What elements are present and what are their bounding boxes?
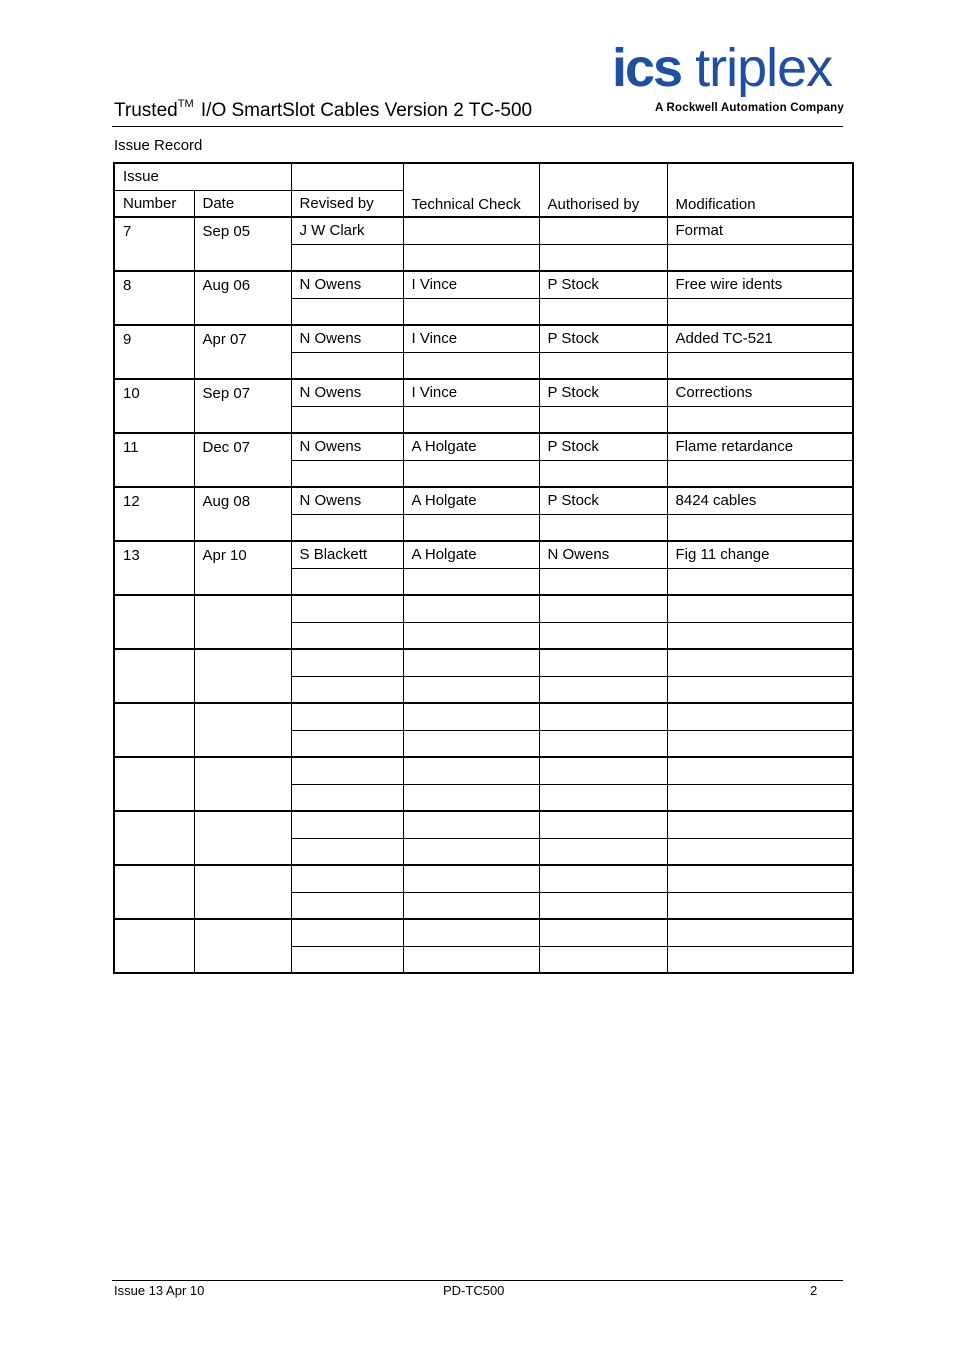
issue-record-table <box>113 162 854 974</box>
cell-modification <box>667 757 853 784</box>
blank-cell <box>539 244 667 271</box>
cell-technical-check: I Vince <box>403 379 539 406</box>
blank-cell <box>539 784 667 811</box>
blank-cell <box>291 892 403 919</box>
cell-number <box>114 757 194 811</box>
cell-number: 12 <box>114 487 194 541</box>
blank-cell <box>403 514 539 541</box>
blank-cell <box>291 352 403 379</box>
blank-cell <box>667 892 853 919</box>
blank-cell <box>291 946 403 973</box>
cell-revised-by <box>291 757 403 784</box>
cell-modification <box>667 649 853 676</box>
blank-cell <box>667 676 853 703</box>
cell-revised-by: N Owens <box>291 433 403 460</box>
cell-date: Aug 08 <box>194 487 291 541</box>
cell-modification: 8424 cables <box>667 487 853 514</box>
blank-cell <box>291 514 403 541</box>
logo-triplex: triplex <box>681 38 833 98</box>
logo-tagline: A Rockwell Automation Company <box>655 102 844 114</box>
cell-number: 11 <box>114 433 194 487</box>
blank-cell <box>667 730 853 757</box>
table-row <box>114 649 853 676</box>
blank-cell <box>403 298 539 325</box>
blank-cell <box>403 622 539 649</box>
cell-number <box>114 919 194 973</box>
cell-number: 10 <box>114 379 194 433</box>
blank-cell <box>667 784 853 811</box>
cell-technical-check <box>403 865 539 892</box>
blank-cell <box>291 676 403 703</box>
cell-number: 9 <box>114 325 194 379</box>
blank-cell <box>403 946 539 973</box>
cell-revised-by: N Owens <box>291 487 403 514</box>
cell-technical-check <box>403 703 539 730</box>
cell-authorised-by <box>539 649 667 676</box>
blank-cell <box>403 784 539 811</box>
cell-number <box>114 865 194 919</box>
footer-document-code: PD-TC500 <box>443 1283 505 1298</box>
blank-cell <box>667 946 853 973</box>
blank-cell <box>539 514 667 541</box>
table-row <box>114 811 853 838</box>
blank-cell <box>291 784 403 811</box>
cell-technical-check: I Vince <box>403 271 539 298</box>
header-row-1 <box>114 163 853 190</box>
header-issue: Issue <box>114 163 291 190</box>
blank-cell <box>667 244 853 271</box>
cell-date: Dec 07 <box>194 433 291 487</box>
company-logo <box>608 38 844 120</box>
cell-authorised-by: P Stock <box>539 487 667 514</box>
cell-technical-check <box>403 919 539 946</box>
header-number: Number <box>114 190 194 217</box>
footer-issue: Issue 13 Apr 10 <box>114 1283 205 1298</box>
blank-cell <box>539 352 667 379</box>
cell-modification: Flame retardance <box>667 433 853 460</box>
cell-number <box>114 649 194 703</box>
cell-modification: Format <box>667 217 853 244</box>
blank-cell <box>291 622 403 649</box>
cell-modification <box>667 811 853 838</box>
blank-cell <box>539 676 667 703</box>
blank-cell <box>403 730 539 757</box>
cell-modification: Corrections <box>667 379 853 406</box>
cell-technical-check <box>403 649 539 676</box>
cell-modification: Added TC-521 <box>667 325 853 352</box>
cell-modification <box>667 595 853 622</box>
header-divider <box>112 126 843 127</box>
cell-revised-by <box>291 811 403 838</box>
cell-authorised-by: P Stock <box>539 433 667 460</box>
blank-cell <box>539 730 667 757</box>
cell-date <box>194 649 291 703</box>
cell-technical-check <box>403 217 539 244</box>
document-title <box>114 98 532 122</box>
cell-number <box>114 595 194 649</box>
issue-table-body <box>114 163 853 973</box>
blank-cell <box>291 298 403 325</box>
cell-modification <box>667 865 853 892</box>
cell-revised-by: J W Clark <box>291 217 403 244</box>
cell-date: Apr 07 <box>194 325 291 379</box>
cell-technical-check: A Holgate <box>403 433 539 460</box>
cell-date <box>194 865 291 919</box>
blank-cell <box>667 352 853 379</box>
cell-date: Aug 06 <box>194 271 291 325</box>
table-row <box>114 217 853 244</box>
blank-cell <box>403 568 539 595</box>
blank-cell <box>539 406 667 433</box>
cell-authorised-by <box>539 595 667 622</box>
blank-cell <box>667 514 853 541</box>
table-row <box>114 595 853 622</box>
blank-cell <box>539 298 667 325</box>
cell-modification: Free wire idents <box>667 271 853 298</box>
cell-authorised-by: N Owens <box>539 541 667 568</box>
blank-cell <box>291 406 403 433</box>
cell-authorised-by <box>539 865 667 892</box>
cell-technical-check: A Holgate <box>403 541 539 568</box>
header-empty-cell <box>291 163 403 190</box>
cell-revised-by <box>291 703 403 730</box>
blank-cell <box>667 568 853 595</box>
blank-cell <box>403 838 539 865</box>
blank-cell <box>403 406 539 433</box>
logo-wordmark <box>612 38 832 98</box>
blank-cell <box>539 838 667 865</box>
blank-cell <box>539 892 667 919</box>
table-row <box>114 433 853 460</box>
table-row <box>114 271 853 298</box>
cell-technical-check <box>403 811 539 838</box>
blank-cell <box>291 838 403 865</box>
cell-authorised-by <box>539 919 667 946</box>
title-rest: I/O SmartSlot Cables Version 2 TC-500 <box>195 100 533 121</box>
cell-modification: Fig 11 change <box>667 541 853 568</box>
cell-authorised-by: P Stock <box>539 325 667 352</box>
logo-ics: ics <box>612 38 682 98</box>
blank-cell <box>539 568 667 595</box>
cell-technical-check <box>403 757 539 784</box>
cell-number <box>114 811 194 865</box>
blank-cell <box>403 676 539 703</box>
blank-cell <box>291 460 403 487</box>
cell-technical-check <box>403 595 539 622</box>
cell-date: Apr 10 <box>194 541 291 595</box>
table-row <box>114 865 853 892</box>
cell-number: 8 <box>114 271 194 325</box>
blank-cell <box>291 244 403 271</box>
trademark-superscript: TM <box>177 98 194 110</box>
table-row <box>114 379 853 406</box>
cell-number <box>114 703 194 757</box>
cell-date <box>194 811 291 865</box>
cell-authorised-by: P Stock <box>539 379 667 406</box>
cell-revised-by: S Blackett <box>291 541 403 568</box>
footer-divider <box>112 1280 843 1281</box>
cell-revised-by: N Owens <box>291 271 403 298</box>
cell-authorised-by <box>539 703 667 730</box>
header-date: Date <box>194 190 291 217</box>
table-row <box>114 919 853 946</box>
cell-date <box>194 595 291 649</box>
table-row <box>114 757 853 784</box>
cell-revised-by <box>291 649 403 676</box>
title-prefix: Trusted <box>114 100 178 121</box>
cell-authorised-by <box>539 757 667 784</box>
cell-modification <box>667 703 853 730</box>
blank-cell <box>403 460 539 487</box>
cell-revised-by: N Owens <box>291 325 403 352</box>
blank-cell <box>291 730 403 757</box>
cell-date <box>194 919 291 973</box>
blank-cell <box>667 298 853 325</box>
header-modification: Modification <box>667 163 853 217</box>
cell-number: 7 <box>114 217 194 271</box>
blank-cell <box>667 406 853 433</box>
cell-revised-by <box>291 919 403 946</box>
table-row <box>114 703 853 730</box>
section-label: Issue Record <box>114 137 203 154</box>
cell-revised-by: N Owens <box>291 379 403 406</box>
blank-cell <box>539 622 667 649</box>
blank-cell <box>667 838 853 865</box>
cell-date: Sep 05 <box>194 217 291 271</box>
cell-revised-by <box>291 595 403 622</box>
header-authorised-by: Authorised by <box>539 163 667 217</box>
blank-cell <box>539 460 667 487</box>
cell-authorised-by: P Stock <box>539 271 667 298</box>
blank-cell <box>403 244 539 271</box>
blank-cell <box>667 622 853 649</box>
blank-cell <box>403 352 539 379</box>
cell-date <box>194 703 291 757</box>
footer-page-number: 2 <box>810 1283 818 1298</box>
cell-date: Sep 07 <box>194 379 291 433</box>
blank-cell <box>667 460 853 487</box>
table-row <box>114 541 853 568</box>
blank-cell <box>403 892 539 919</box>
blank-cell <box>291 568 403 595</box>
header-technical-check: Technical Check <box>403 163 539 217</box>
table-row <box>114 325 853 352</box>
cell-technical-check: I Vince <box>403 325 539 352</box>
header-revised-by: Revised by <box>291 190 403 217</box>
cell-date <box>194 757 291 811</box>
cell-authorised-by <box>539 217 667 244</box>
cell-authorised-by <box>539 811 667 838</box>
cell-number: 13 <box>114 541 194 595</box>
cell-modification <box>667 919 853 946</box>
cell-technical-check: A Holgate <box>403 487 539 514</box>
blank-cell <box>539 946 667 973</box>
cell-revised-by <box>291 865 403 892</box>
table-row <box>114 487 853 514</box>
